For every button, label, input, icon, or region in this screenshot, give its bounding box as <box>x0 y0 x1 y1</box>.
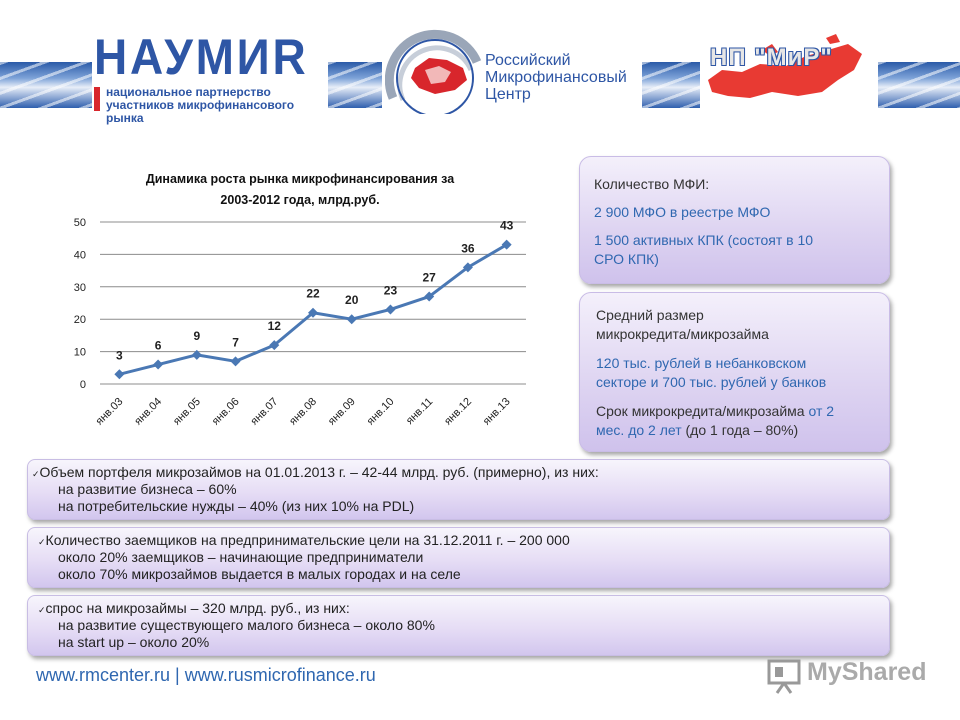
market-growth-chart <box>60 155 540 445</box>
x-tick-label: янв.05 <box>170 395 203 428</box>
presentation-icon <box>765 655 805 695</box>
credit-panel-title-a: Средний размер <box>596 307 704 323</box>
data-point <box>114 369 124 379</box>
x-tick-label: янв.13 <box>480 395 513 428</box>
x-tick-label: янв.10 <box>364 395 397 428</box>
y-tick-label: 40 <box>73 249 86 262</box>
demand-sub-1: на развитие существующего малого бизнеса – около 80% <box>58 617 435 633</box>
data-label: 7 <box>232 335 239 350</box>
mfi-panel-line-1: 2 900 МФО в реестре МФО <box>594 204 771 220</box>
y-tick-label: 50 <box>73 217 86 229</box>
credit-panel-line-2a <box>596 402 834 421</box>
borrowers-box <box>27 527 890 588</box>
data-label: 12 <box>267 319 281 334</box>
credit-panel-line-1b: секторе и 700 тыс. рублей у банков <box>596 374 827 390</box>
data-label: 20 <box>345 293 359 308</box>
np-mir-logo <box>702 30 867 110</box>
x-tick-label: янв.08 <box>287 395 320 428</box>
rmc-line-3: Центр <box>485 86 531 103</box>
portfolio-sub-1: на развитие бизнеса – 60% <box>58 481 237 497</box>
rmc-logo-text <box>485 52 627 103</box>
credit-term-to: мес. до 2 лет <box>596 422 686 438</box>
borrowers-sub-2: около 70% микрозаймов выдается в малых городах и на селе <box>58 566 461 582</box>
footer-links[interactable]: www.rmcenter.ru | www.rusmicrofinance.ru <box>36 665 376 685</box>
mfi-panel-title: Количество МФИ: <box>594 176 710 192</box>
x-tick-label: янв.03 <box>93 395 126 428</box>
mfi-count-panel <box>579 156 890 284</box>
data-point <box>231 356 241 366</box>
header-stripe-left <box>0 62 92 108</box>
check-icon: ✓ <box>32 469 40 479</box>
rmc-line-2: Микрофинансовый <box>485 69 627 86</box>
np-mir-text: НП "МиР" <box>710 44 833 71</box>
credit-term-share: (до 1 года – 80%) <box>685 422 799 438</box>
demand-sub-2: на start up – около 20% <box>58 634 210 650</box>
credit-term-label: Срок микрокредита/микрозайма <box>596 403 809 419</box>
portfolio-sub-2: на потребительские нужды – 40% (из них 10% на PDL) <box>58 498 415 514</box>
borrowers-sub-1: около 20% заемщиков – начинающие предприниматели <box>58 549 424 565</box>
x-tick-label: янв.07 <box>248 395 281 428</box>
data-point <box>385 304 395 314</box>
naumir-logo-name: НАУМИR <box>94 29 309 85</box>
naumir-tagline-1: национальное партнерство <box>106 85 271 99</box>
portfolio-main-text: Объем портфеля микрозаймов на 01.01.2013 г. – 42-44 млрд. руб. (примерно), из них: <box>39 464 599 480</box>
credit-panel-title-b: микрокредита/микрозайма <box>596 326 769 342</box>
x-tick-label: янв.11 <box>403 395 436 428</box>
demand-main-text: спрос на микрозаймы – 320 млрд. руб., из них: <box>45 600 350 616</box>
naumir-logo <box>94 29 324 125</box>
data-label: 36 <box>461 241 475 256</box>
credit-panel-line-1a: 120 тыс. рублей в небанковском <box>596 355 807 371</box>
data-point <box>347 314 357 324</box>
data-label: 27 <box>422 270 436 285</box>
credit-size-panel <box>579 292 890 452</box>
credit-term-from: от 2 <box>808 403 835 419</box>
data-label: 3 <box>116 348 123 363</box>
x-tick-label: янв.04 <box>132 395 165 428</box>
y-tick-label: 0 <box>79 379 86 391</box>
rmc-globe-icon <box>385 28 485 114</box>
myshared-watermark <box>765 655 925 695</box>
rmc-line-1: Российский <box>485 52 571 69</box>
naumir-logo-tagline <box>106 86 324 125</box>
x-tick-label: янв.09 <box>325 395 358 428</box>
myshared-text: MyShared <box>807 658 927 686</box>
chart-plot <box>60 155 540 445</box>
data-label: 43 <box>499 218 514 233</box>
naumir-tagline-2: участников микрофинансового рынка <box>106 98 295 125</box>
credit-panel-line-2b <box>596 421 798 440</box>
data-point <box>153 360 163 370</box>
y-tick-label: 30 <box>73 281 86 294</box>
data-label: 23 <box>383 283 398 298</box>
check-icon: ✓ <box>38 537 46 547</box>
header-stripe-right <box>878 62 960 108</box>
mfi-panel-line-2a: 1 500 активных КПК (состоят в 10 <box>594 232 814 248</box>
demand-box <box>27 595 890 656</box>
data-label: 9 <box>193 328 201 343</box>
borrowers-main-text: Количество заемщиков на предпринимательские цели на 31.12.2011 г. – 200 000 <box>45 532 570 548</box>
mfi-panel-line-2b: СРО КПК) <box>594 251 659 267</box>
portfolio-box <box>27 459 890 520</box>
chart-title-line-2: 2003-2012 года, млрд.руб. <box>220 193 380 207</box>
rmc-logo <box>385 28 640 114</box>
naumir-logo-bar <box>94 87 100 111</box>
x-tick-label: янв.06 <box>209 395 242 428</box>
data-label: 22 <box>306 286 320 301</box>
y-tick-label: 20 <box>73 314 86 327</box>
chart-title-line-1: Динамика роста рынка микрофинансирования за <box>145 172 455 186</box>
data-label: 6 <box>154 338 162 353</box>
header-stripe-mid-1 <box>328 62 382 108</box>
x-tick-label: янв.12 <box>442 395 475 428</box>
header-stripe-mid-2 <box>642 62 700 108</box>
y-tick-label: 10 <box>73 346 86 359</box>
check-icon: ✓ <box>38 605 46 615</box>
